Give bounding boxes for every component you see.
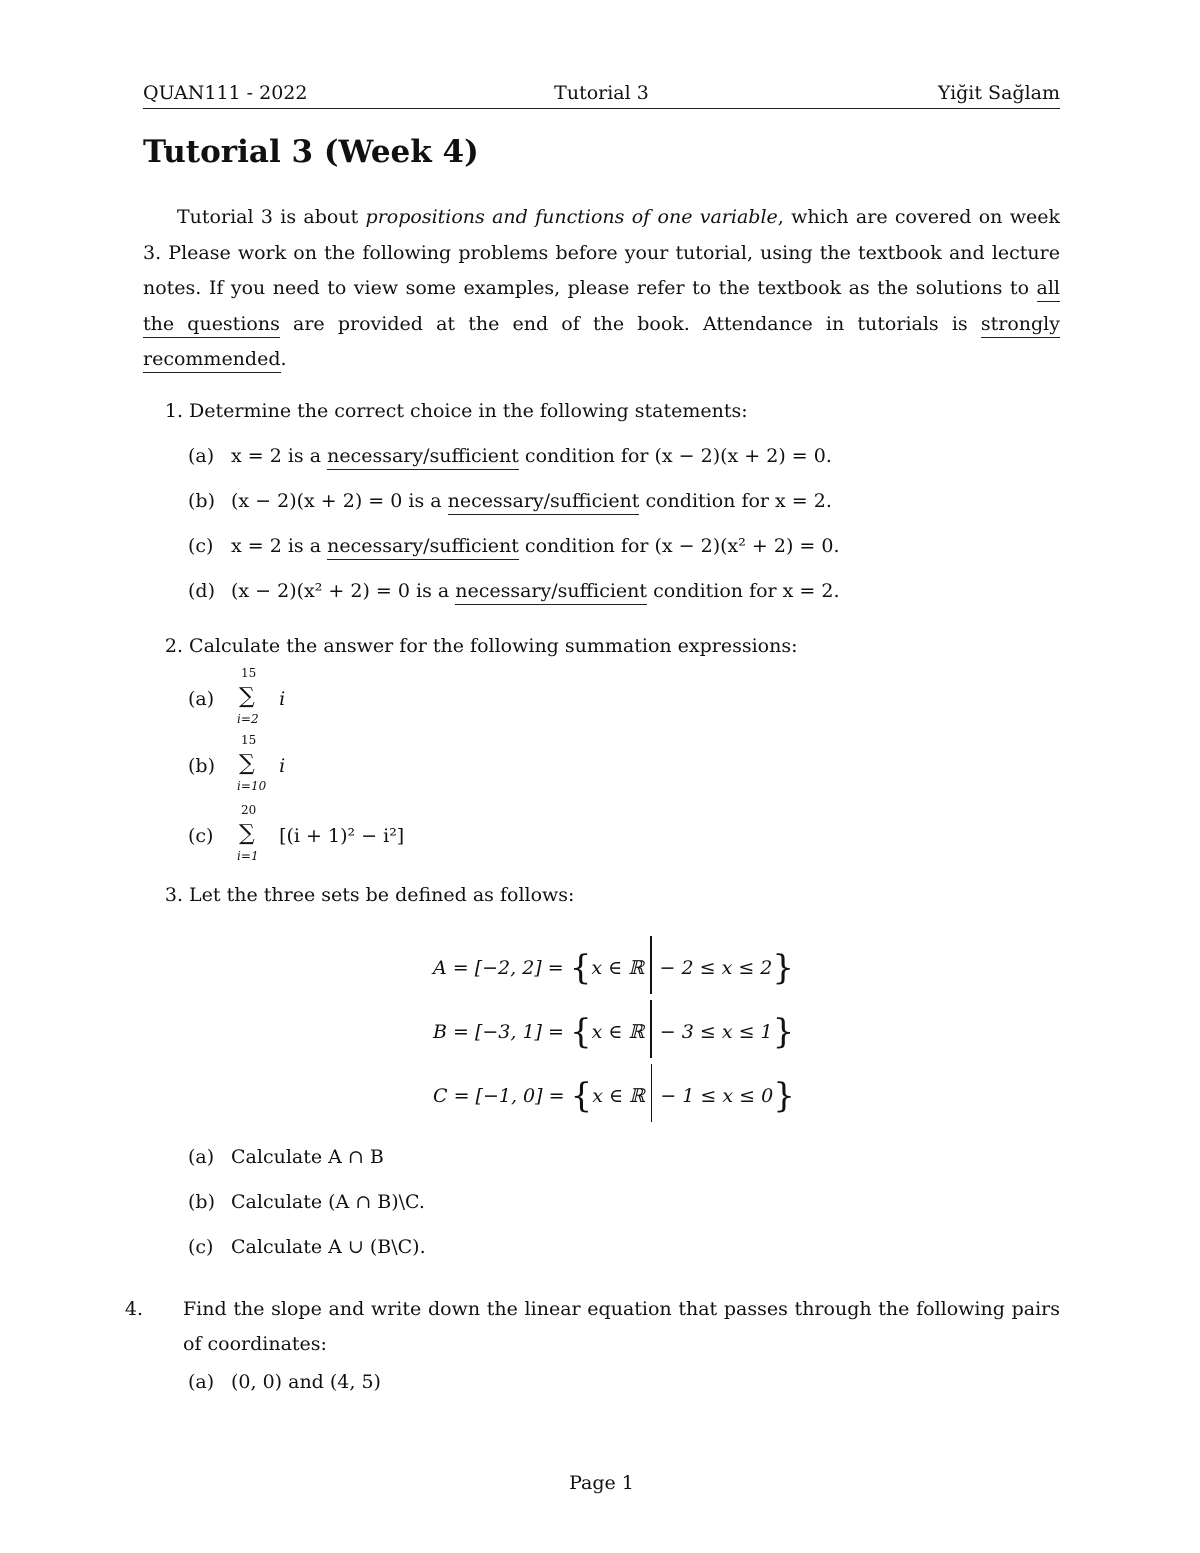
item-pre: x = 2 is a — [231, 445, 328, 467]
summation-sign — [237, 803, 273, 863]
set-element: x ∈ ℝ — [591, 1021, 645, 1043]
question-3 — [164, 884, 575, 906]
right-brace: } — [772, 1012, 795, 1052]
intro-paragraph — [143, 200, 1060, 378]
item-post: condition for (x − 2)(x² + 2) = 0. — [518, 535, 840, 557]
item-label: (b) — [188, 1191, 215, 1213]
item-choice: necessary/sufficient — [327, 445, 519, 470]
such-that-bar — [650, 1000, 652, 1058]
item-label: (a) — [188, 445, 215, 467]
item-post: condition for (x − 2)(x + 2) = 0. — [518, 445, 832, 467]
sum-upper: 20 — [241, 803, 257, 817]
item-label: (a) — [188, 1146, 215, 1168]
item-pre: (x − 2)(x² + 2) = 0 is a — [231, 580, 456, 602]
item-post: condition for x = 2. — [639, 490, 832, 512]
question-4 — [124, 1292, 1060, 1362]
item-text: Calculate (A ∩ B)\C. — [231, 1191, 425, 1213]
running-header — [143, 80, 1060, 109]
item-post: condition for x = 2. — [647, 580, 840, 602]
header-tutorial: Tutorial 3 — [554, 82, 649, 104]
sum-lower: i=10 — [237, 779, 267, 793]
q2-item-a — [188, 666, 286, 726]
intro-text-1: Tutorial 3 is about — [177, 206, 366, 228]
sigma-symbol: ∑ — [239, 751, 255, 776]
item-pre: x = 2 is a — [231, 535, 328, 557]
set-definition-b — [433, 1000, 794, 1058]
sum-upper: 15 — [241, 733, 257, 747]
q1-item-d — [188, 580, 840, 602]
question-number: 4. — [124, 1298, 143, 1320]
q4-item-a — [188, 1371, 381, 1393]
page-title: Tutorial 3 (Week 4) — [143, 134, 479, 170]
set-definition-a — [433, 936, 794, 994]
set-lhs: A = [−2, 2] = — [433, 957, 564, 979]
question-text: Calculate the answer for the following summation expressions: — [189, 635, 798, 657]
sigma-symbol: ∑ — [239, 821, 255, 846]
sum-lower: i=1 — [237, 849, 259, 863]
q1-item-a — [188, 445, 832, 467]
set-condition: − 3 ≤ x ≤ 1 — [659, 1021, 773, 1043]
q3-item-b — [188, 1191, 425, 1213]
q1-item-c — [188, 535, 840, 557]
sum-body: [(i + 1)² − i²] — [279, 825, 405, 847]
such-that-bar — [651, 1064, 653, 1122]
item-choice: necessary/sufficient — [455, 580, 647, 605]
intro-underline-2: strongly recommended — [143, 313, 1060, 374]
set-lhs: C = [−1, 0] = — [433, 1085, 565, 1107]
left-brace: { — [570, 1076, 593, 1116]
question-1 — [164, 400, 748, 422]
page-number: Page 1 — [569, 1472, 634, 1494]
left-brace: { — [569, 1012, 592, 1052]
q2-item-b — [188, 733, 286, 793]
q3-item-c — [188, 1236, 426, 1258]
item-label: (c) — [188, 825, 214, 847]
item-choice: necessary/sufficient — [327, 535, 519, 560]
question-text: Let the three sets be defined as follows: — [189, 884, 575, 906]
question-number: 2. — [164, 635, 183, 657]
summation-sign — [237, 733, 273, 793]
item-text: (0, 0) and (4, 5) — [231, 1371, 381, 1393]
document-page — [124, 0, 1060, 1553]
item-text: Calculate A ∪ (B\C). — [231, 1236, 426, 1258]
item-label: (c) — [188, 1236, 214, 1258]
summation-sign — [237, 666, 273, 726]
set-condition: − 1 ≤ x ≤ 0 — [660, 1085, 774, 1107]
item-label: (d) — [188, 580, 215, 602]
item-label: (c) — [188, 535, 214, 557]
item-label: (b) — [188, 490, 215, 512]
set-element: x ∈ ℝ — [592, 1085, 645, 1107]
sum-lower: i=2 — [237, 712, 259, 726]
left-brace: { — [569, 948, 592, 988]
item-pre: (x − 2)(x + 2) = 0 is a — [231, 490, 448, 512]
intro-text-3: are provided at the end of the book. Attendance in tutorials is — [279, 312, 981, 335]
sum-body: i — [279, 688, 286, 710]
intro-underline-1: all the questions — [143, 277, 1060, 338]
item-label: (b) — [188, 755, 215, 777]
item-text: Calculate A ∩ B — [231, 1146, 384, 1168]
such-that-bar — [650, 936, 652, 994]
item-label: (a) — [188, 688, 215, 710]
question-2 — [164, 635, 798, 657]
question-text: Find the slope and write down the linear equation that passes through the following pairs of coordinates: — [183, 1298, 1060, 1355]
sum-upper: 15 — [241, 666, 257, 680]
q1-item-b — [188, 490, 832, 512]
item-choice: necessary/sufficient — [448, 490, 640, 515]
set-definition-c — [433, 1064, 795, 1122]
author-name: Yiğit Sağlam — [937, 82, 1060, 104]
question-text: Determine the correct choice in the following statements: — [189, 400, 748, 422]
set-condition: − 2 ≤ x ≤ 2 — [659, 957, 773, 979]
sigma-symbol: ∑ — [239, 684, 255, 709]
q3-item-a — [188, 1146, 384, 1168]
intro-topic: propositions and functions of one variable — [365, 206, 778, 228]
item-label: (a) — [188, 1371, 215, 1393]
intro-text-4: . — [280, 348, 287, 370]
question-number: 1. — [164, 400, 183, 422]
intro-text-2: , which are covered on week 3. Please work on the following problems before your tutorial, using the textbook and lecture notes. If you need to view some examples, please refer to the textbook as the solutions to — [143, 206, 1060, 299]
question-number: 3. — [164, 884, 183, 906]
right-brace: } — [773, 1076, 795, 1116]
set-element: x ∈ ℝ — [591, 957, 645, 979]
right-brace: } — [772, 948, 795, 988]
set-lhs: B = [−3, 1] = — [433, 1021, 564, 1043]
course-code: QUAN111 - 2022 — [143, 82, 308, 104]
sum-body: i — [279, 755, 286, 777]
q2-item-c — [188, 803, 405, 863]
